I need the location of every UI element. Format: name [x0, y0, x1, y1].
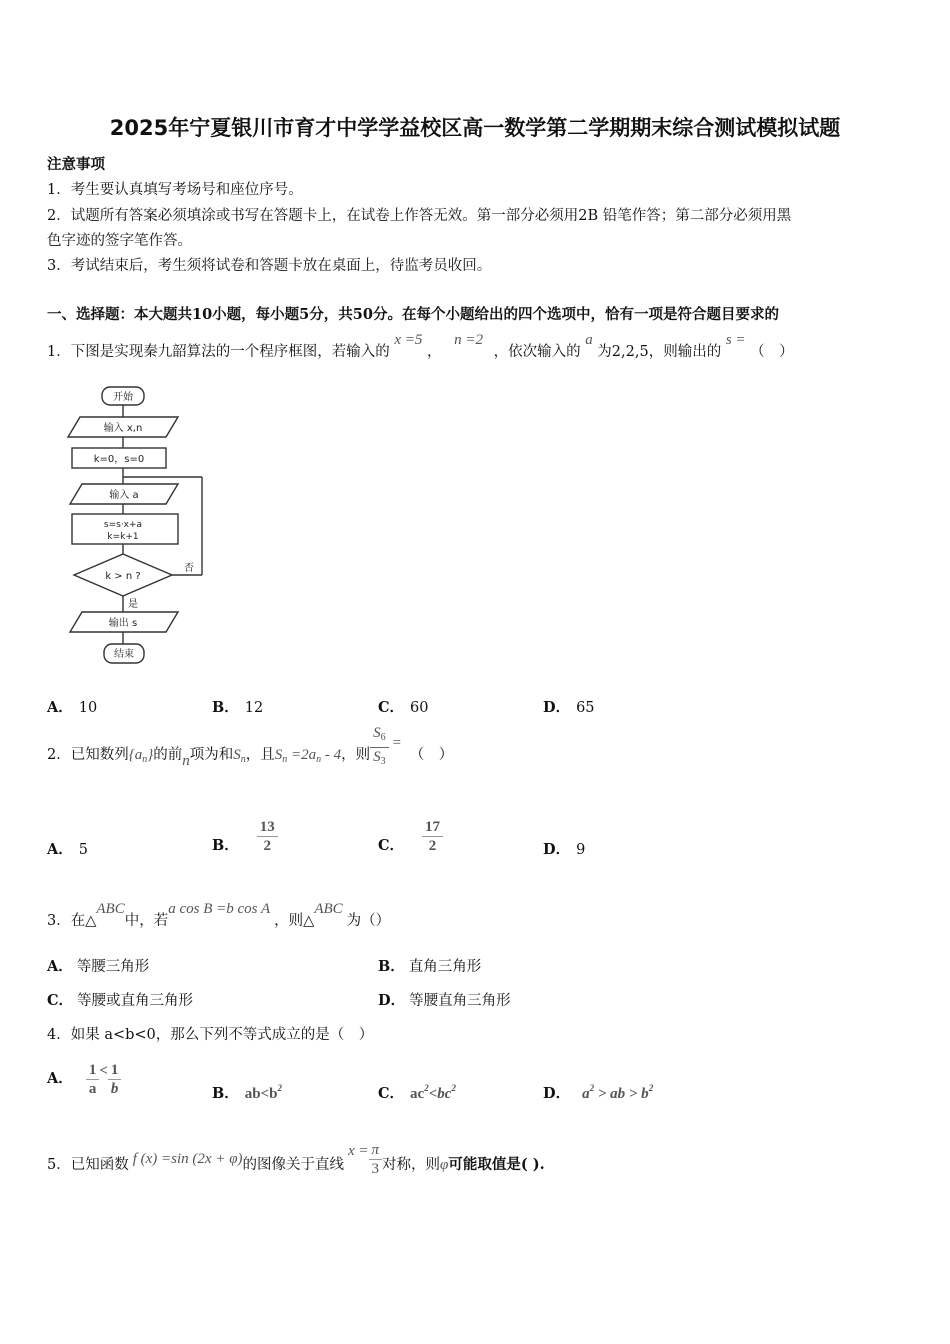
notice-item-1: 1．考生要认真填写考场号和座位序号。 [47, 182, 303, 198]
q1-math-a: a [585, 332, 593, 348]
q4-option-b[interactable]: B． $ab<b^2$ [212, 1083, 282, 1102]
q2-text-4: ，且 [245, 747, 275, 763]
q2-text-2: 的前 [153, 747, 183, 763]
flow-assign1-text: s=s·x+a [103, 520, 143, 530]
flow-end-text: 结束 [114, 649, 134, 660]
q1-option-c[interactable]: C． 60 [378, 699, 429, 716]
q1-text-4: （ ） [750, 344, 794, 360]
question-2 [47, 724, 454, 780]
q3-math-abc: ABC [96, 901, 125, 917]
q2-text-5: ，则 [341, 747, 371, 763]
q1-math-n: n =2 [454, 332, 483, 348]
q2-frac-s6-s3: $\frac{S_6}{S_3}$ [370, 724, 389, 771]
section-heading: 一、选择题：本大题共10小题，每小题5分，共50分。在每个小题给出的四个选项中，恰有一项是符合题目要求的 [47, 306, 779, 323]
q5-math-f: f (x) =sin (2x + φ) [132, 1151, 243, 1167]
q2-option-c[interactable]: C． $\frac{17}{2}$ [378, 812, 443, 860]
question-4: 4．如果 a<b<0，那么下列不等式成立的是（ ） [47, 1027, 374, 1043]
q5-text-2: 的图像关于直线 [242, 1157, 344, 1173]
q1-text-1: 1．下图是实现秦九韶算法的一个程序框图，若输入的 [47, 344, 390, 360]
notice-item-2-cont: 色字迹的签字笔作答。 [47, 233, 192, 249]
question-3 [47, 901, 391, 930]
q5-math-phi: φ [440, 1157, 449, 1173]
q2-math-S: $S_n$ [233, 747, 246, 765]
q5-math-x: x = [348, 1143, 369, 1159]
q4-option-c[interactable]: C． $ac^2<bc^2$ [378, 1083, 456, 1102]
q1-sep: ， [426, 344, 442, 360]
q3-text-4: 为（） [346, 913, 391, 929]
flow-no-label: 否 [184, 563, 194, 574]
question-1 [47, 332, 794, 361]
q3-option-c[interactable]: C． 等腰或直角三角形 [47, 992, 194, 1009]
q3-text-3: ，则△ [274, 913, 315, 929]
flow-init-text: k=0，s=0 [93, 454, 145, 465]
q2-option-a[interactable]: A． 5 [47, 841, 88, 858]
q2-text-1: 2．已知数列 [47, 747, 129, 763]
q3-option-a[interactable]: A． 等腰三角形 [47, 958, 150, 975]
q3-option-b[interactable]: B． 直角三角形 [378, 958, 482, 975]
q2-text-6: （ ） [409, 747, 454, 763]
q2-option-d[interactable]: D． 9 [543, 841, 586, 858]
flow-output-text: 输出 s [108, 618, 138, 629]
q3-math-cond: a cos B =b cos A [168, 901, 271, 917]
flow-cond-text: k > n ? [105, 571, 141, 582]
flow-yes-label: 是 [128, 599, 138, 610]
q2-option-b[interactable]: B． $\frac{13}{2}$ [212, 812, 278, 860]
q2-option-c-frac: $\frac{17}{2}$ [422, 818, 443, 855]
q1-math-x: x =5 [394, 332, 423, 348]
q3-text-1: 3．在△ [47, 913, 97, 929]
flow-input-xn-text: 输入 x,n [103, 423, 143, 434]
question-5 [47, 1140, 545, 1190]
q3-option-d[interactable]: D． 等腰直角三角形 [378, 992, 511, 1009]
q2-text-3: 项为和 [189, 747, 234, 763]
notice-heading: 注意事项 [47, 156, 105, 173]
q4-option-a-frac-2: $\frac{1}{b}$ [108, 1061, 122, 1098]
q4-option-d[interactable]: D． $a^2$ > ab > $b^2$ [543, 1083, 654, 1102]
q2-math-eq: $S_n =2a_n - 4$ [274, 747, 342, 765]
q5-text-1: 5．已知函数 [47, 1157, 129, 1173]
q2-math-seq: $\{a_n\}$ [128, 747, 154, 765]
q2-math-equals: = [391, 735, 402, 751]
q2-math-n: n [182, 753, 190, 769]
q5-frac-pi-3: $\frac{\pi}{3}$ [369, 1141, 383, 1178]
flowchart [60, 382, 220, 672]
q3-math-abc-2: ABC [314, 901, 343, 917]
q5-text-4: 可能取值是( ). [448, 1156, 545, 1173]
q1-option-b[interactable]: B． 12 [212, 699, 264, 716]
notice-item-2: 2．试题所有答案必须填涂或书写在答题卡上，在试卷上作答无效。第一部分必须用2B 铅笔作答；第二部分必须用黑 [47, 208, 792, 224]
q4-option-a[interactable]: A． $\frac{1}{a}$ < $\frac{1}{b}$ [47, 1056, 121, 1102]
q1-option-d[interactable]: D． 65 [543, 699, 595, 716]
flow-start-text: 开始 [113, 392, 133, 403]
q5-text-3: 对称，则 [382, 1157, 441, 1173]
page-title: 2025年宁夏银川市育才中学学益校区高一数学第二学期期末综合测试模拟试题 [109, 116, 841, 140]
flow-input-a-text: 输入 a [109, 490, 139, 501]
q1-option-a[interactable]: A． 10 [47, 699, 98, 716]
q1-math-s: s = [725, 332, 746, 348]
q2-option-b-frac: $\frac{13}{2}$ [257, 818, 278, 855]
notice-item-3: 3．考试结束后，考生须将试卷和答题卡放在桌面上，待监考员收回。 [47, 258, 492, 274]
q1-text-2: ，依次输入的 [493, 344, 581, 360]
flow-assign2-text: k=k+1 [107, 532, 139, 542]
q1-text-3: 为2,2,5，则输出的 [597, 344, 722, 360]
q3-text-2: 中，若 [124, 913, 169, 929]
q4-option-a-frac-1: $\frac{1}{a}$ [86, 1061, 100, 1098]
